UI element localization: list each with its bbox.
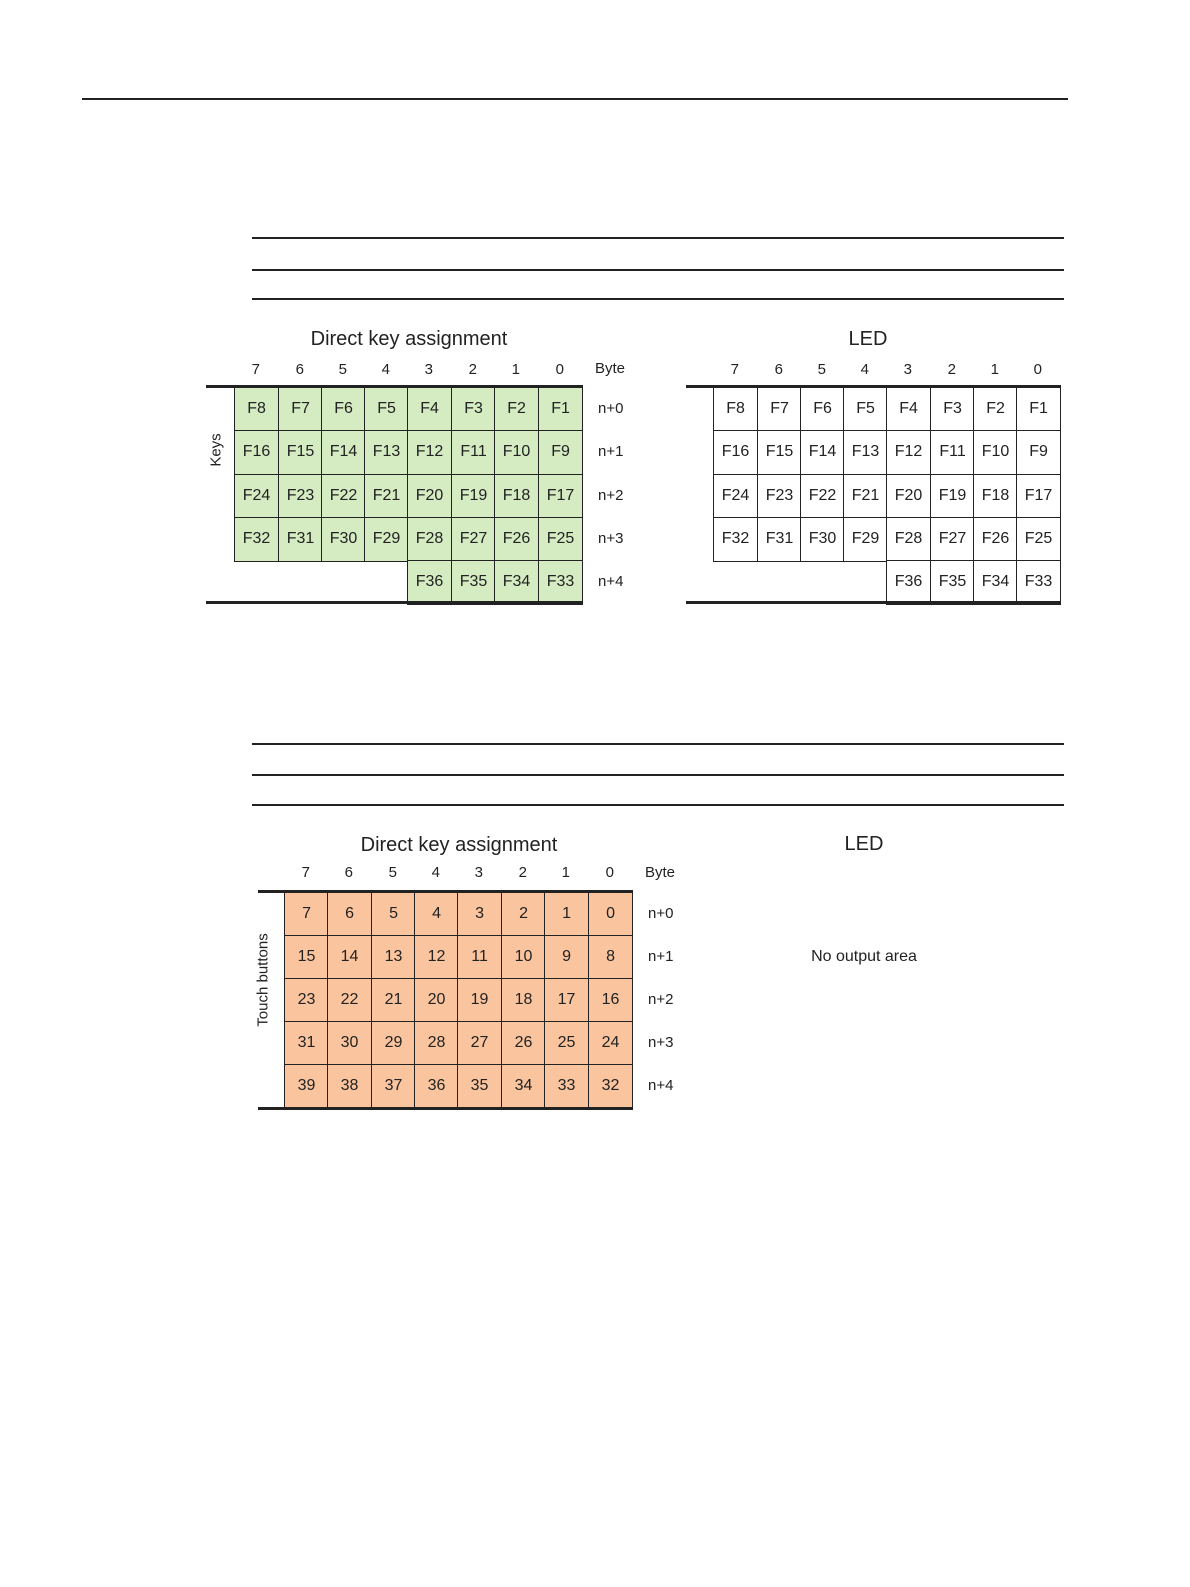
keys-cell: F11 [451,430,496,475]
led-cell: F34 [973,560,1018,605]
led-cell: F25 [1016,517,1061,562]
touch-bit-number: 0 [605,864,614,881]
touch-cell: 19 [457,978,502,1023]
keys-cell: F15 [278,430,323,475]
led-cell: F30 [800,517,845,562]
keys-cell: F32 [234,517,279,562]
keys-cell: F14 [321,430,366,475]
led-cell: F22 [800,474,845,519]
touch-cell: 6 [327,892,372,937]
keys-cell: F25 [538,517,583,562]
touch-cell: 13 [371,935,416,980]
touch-cell: 25 [544,1021,589,1066]
keys-cell: F26 [494,517,539,562]
keys-grid-bottom-rule [206,601,583,604]
keys-cell: F19 [451,474,496,519]
keys-cell: F18 [494,474,539,519]
keys-cell: F5 [364,387,409,432]
keys-byte-label: n+3 [598,529,624,547]
keys-byte-label: n+1 [598,442,624,460]
touch-cell: 8 [588,935,633,980]
touch-cell: 35 [457,1064,502,1109]
keys-cell: F29 [364,517,409,562]
keys-cell: F36 [407,560,452,605]
touch-cell: 21 [371,978,416,1023]
keys-bit-number: 6 [295,361,304,378]
led-cell: F3 [930,387,975,432]
keys-side-label: Keys [207,433,225,467]
touch-cell: 34 [501,1064,546,1109]
keys-cell: F35 [451,560,496,605]
touch-cell: 4 [414,892,459,937]
table1-rule-top [252,237,1064,239]
led-cell: F23 [757,474,802,519]
led-cell: F19 [930,474,975,519]
touch-cell: 23 [284,978,329,1023]
led-cell: F26 [973,517,1018,562]
led-cell: F10 [973,430,1018,475]
keys-cell: F9 [538,430,583,475]
touch-cell: 38 [327,1064,372,1109]
touch-cell: 31 [284,1021,329,1066]
led-cell: F17 [1016,474,1061,519]
led-cell: F36 [886,560,931,605]
keys-bit-number: 3 [424,361,433,378]
table1-rule-mid [252,269,1064,271]
touch-cell: 14 [327,935,372,980]
led-cell: F11 [930,430,975,475]
keys-cell: F8 [234,387,279,432]
keys-bit-number: 7 [251,361,260,378]
led-cell: F6 [800,387,845,432]
no-output-area-note: No output area [811,948,917,965]
led-cell: F16 [713,430,758,475]
touch-cell: 7 [284,892,329,937]
touch-cell: 12 [414,935,459,980]
keys-cell: F28 [407,517,452,562]
touch-cell: 30 [327,1021,372,1066]
led-bit-number: 2 [947,361,956,378]
keys-cell: F17 [538,474,583,519]
touch-cell: 37 [371,1064,416,1109]
touch-cell: 16 [588,978,633,1023]
led-cell: F1 [1016,387,1061,432]
led-cell: F5 [843,387,888,432]
keys-cell: F6 [321,387,366,432]
table2-rule-mid [252,774,1064,776]
touch-cell: 27 [457,1021,502,1066]
led-cell: F13 [843,430,888,475]
led-output-title: LED [844,833,884,855]
led-bit-number: 3 [903,361,912,378]
touch-bit-number: 1 [561,864,570,881]
led-bit-number: 7 [730,361,739,378]
touch-cell: 28 [414,1021,459,1066]
touch-byte-label: n+1 [648,947,674,965]
touch-bit-number: 4 [431,864,440,881]
touch-cell: 0 [588,892,633,937]
touch-cell: 29 [371,1021,416,1066]
keys-cell: F31 [278,517,323,562]
touch-bit-number: 3 [474,864,483,881]
touch-grid-top-rule [258,890,633,893]
led-cell: F33 [1016,560,1061,605]
keys-cell: F30 [321,517,366,562]
touch-cell: 20 [414,978,459,1023]
keys-bit-number: 2 [468,361,477,378]
keys-diagram-title: Direct key assignment [310,328,508,350]
keys-cell: F33 [538,560,583,605]
keys-bit-number: 4 [381,361,390,378]
touch-cell: 22 [327,978,372,1023]
led-bit-number: 6 [774,361,783,378]
led-cell: F32 [713,517,758,562]
keys-cell: F24 [234,474,279,519]
led-grid-top-rule [686,385,1061,388]
touch-cell: 17 [544,978,589,1023]
led-cell: F9 [1016,430,1061,475]
touch-byte-label: n+4 [648,1076,674,1094]
touch-byte-label: n+2 [648,990,674,1008]
touch-cell: 1 [544,892,589,937]
led-bit-number: 4 [860,361,869,378]
table2-rule-bottom [252,804,1064,806]
keys-cell: F7 [278,387,323,432]
touch-byte-header: Byte [645,864,676,881]
led-cell: F18 [973,474,1018,519]
touch-cell: 3 [457,892,502,937]
keys-cell: F12 [407,430,452,475]
led-cell: F31 [757,517,802,562]
led-cell: F28 [886,517,931,562]
touch-cell: 36 [414,1064,459,1109]
touch-cell: 24 [588,1021,633,1066]
keys-cell: F1 [538,387,583,432]
keys-cell: F20 [407,474,452,519]
keys-cell: F2 [494,387,539,432]
touch-cell: 15 [284,935,329,980]
keys-cell: F13 [364,430,409,475]
led-grid-bottom-rule [686,601,1061,604]
led-cell: F35 [930,560,975,605]
keys-cell: F22 [321,474,366,519]
touch-cell: 32 [588,1064,633,1109]
table1-rule-bottom [252,298,1064,300]
touch-cell: 10 [501,935,546,980]
touch-bit-number: 5 [388,864,397,881]
page-header-rule [82,98,1068,100]
led-cell: F20 [886,474,931,519]
keys-byte-label: n+2 [598,486,624,504]
led-cell: F27 [930,517,975,562]
keys-cell: F3 [451,387,496,432]
led-bit-number: 0 [1033,361,1042,378]
keys-cell: F27 [451,517,496,562]
led-cell: F12 [886,430,931,475]
led-cell: F21 [843,474,888,519]
keys-grid-top-rule [206,385,583,388]
keys-cell: F23 [278,474,323,519]
led-cell: F15 [757,430,802,475]
led-cell: F24 [713,474,758,519]
led-cell: F2 [973,387,1018,432]
touch-grid-bottom-rule [258,1107,633,1110]
touch-cell: 11 [457,935,502,980]
touch-byte-label: n+3 [648,1033,674,1051]
keys-cell: F16 [234,430,279,475]
touch-cell: 18 [501,978,546,1023]
touch-cell: 2 [501,892,546,937]
keys-byte-label: n+0 [598,399,624,417]
touch-byte-label: n+0 [648,904,674,922]
led-cell: F7 [757,387,802,432]
led-bit-number: 1 [990,361,999,378]
led-cell: F4 [886,387,931,432]
keys-bit-number: 5 [338,361,347,378]
led-cell: F14 [800,430,845,475]
touch-cell: 33 [544,1064,589,1109]
touch-cell: 9 [544,935,589,980]
keys-bit-number: 1 [511,361,520,378]
led-diagram-title: LED [848,328,888,350]
table2-rule-top [252,743,1064,745]
touch-side-label: Touch buttons [254,933,272,1027]
keys-byte-header: Byte [595,360,626,377]
touch-bit-number: 2 [518,864,527,881]
keys-cell: F34 [494,560,539,605]
keys-bit-number: 0 [555,361,564,378]
touch-cell: 39 [284,1064,329,1109]
touch-bit-number: 6 [344,864,353,881]
keys-cell: F4 [407,387,452,432]
keys-byte-label: n+4 [598,572,624,590]
keys-cell: F10 [494,430,539,475]
led-cell: F29 [843,517,888,562]
led-cell: F8 [713,387,758,432]
touch-bit-number: 7 [301,864,310,881]
touch-cell: 5 [371,892,416,937]
led-bit-number: 5 [817,361,826,378]
touch-diagram-title: Direct key assignment [360,834,558,856]
touch-cell: 26 [501,1021,546,1066]
keys-cell: F21 [364,474,409,519]
